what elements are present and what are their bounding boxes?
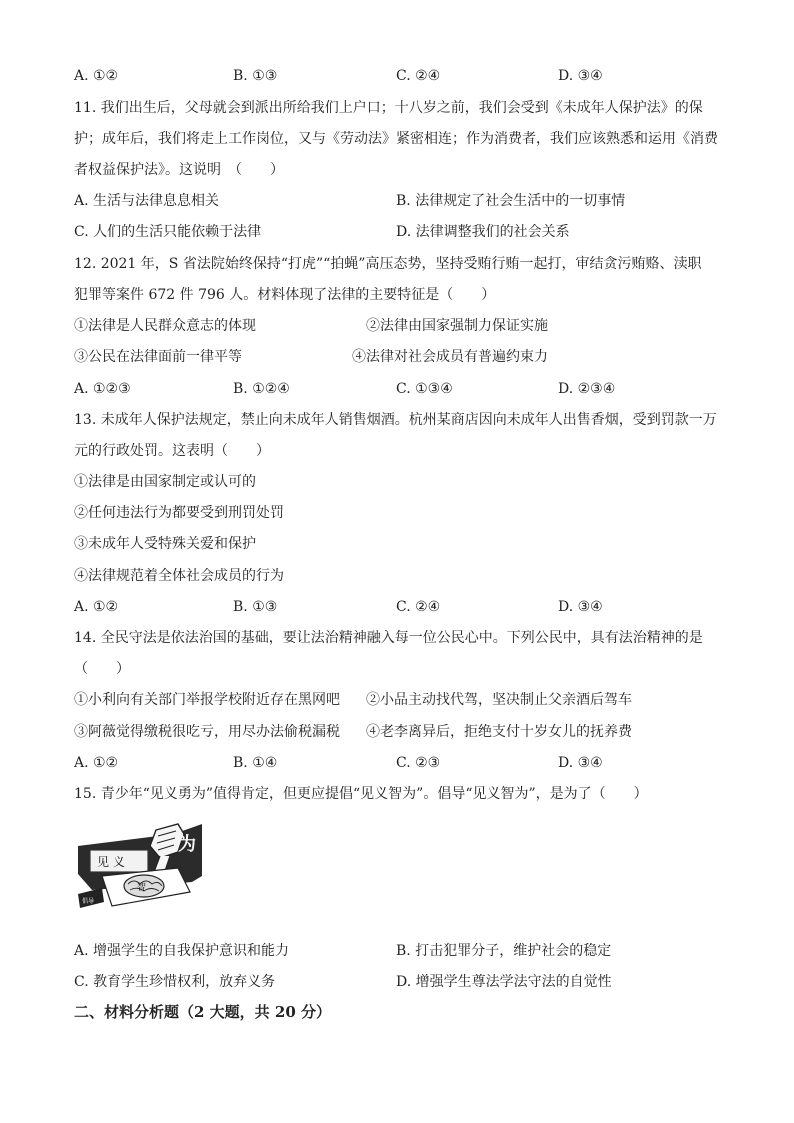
q14-statement-1: ①小利向有关部门举报学校附近存在黑网吧 <box>74 692 340 708</box>
q11-option-a: A. 生活与法律息息相关 <box>74 193 220 209</box>
cartoon-illustration <box>74 816 206 916</box>
q13-option-b: B. ①③ <box>233 599 278 615</box>
q11-option-d: D. 法律调整我们的社会关系 <box>396 224 570 240</box>
option-a: A. ①② <box>74 68 119 84</box>
q13-stem-line-1: 13. 未成年人保护法规定，禁止向未成年人销售烟酒。杭州某商店因向未成年人出售香烟，受到罚款一万 <box>74 412 717 428</box>
q12-option-d: D. ②③④ <box>558 381 616 397</box>
q14-stem-line-2: （ ） <box>74 661 130 677</box>
q11-option-b: B. 法律规定了社会生活中的一切事情 <box>396 193 626 209</box>
svg-text:智: 智 <box>137 883 147 893</box>
option-b: B. ①③ <box>233 68 278 84</box>
q11-stem-line-3: 者权益保护法》。这说明 （ ） <box>74 162 284 178</box>
option-d: D. ③④ <box>558 68 603 84</box>
q12-statement-3: ③公民在法律面前一律平等 <box>74 349 242 365</box>
q14-option-d: D. ③④ <box>558 755 603 771</box>
svg-text:为: 为 <box>178 834 196 855</box>
q11-stem-line-1: 11. 我们出生后，父母就会到派出所给我们上户口；十八岁之前，我们会受到《未成年人保护法》的保 <box>74 100 703 116</box>
q13-statement-2: ②任何违法行为都要受到刑罚处罚 <box>74 505 284 521</box>
q12-option-b: B. ①②④ <box>233 381 290 397</box>
side-tag <box>78 888 104 908</box>
q12-option-a: A. ①②③ <box>74 381 131 397</box>
q13-option-a: A. ①② <box>74 599 119 615</box>
q14-statement-4: ④老李离异后，拒绝支付十岁女儿的抚养费 <box>366 724 632 740</box>
q14-statement-2: ②小品主动找代驾，坚决制止父亲酒后驾车 <box>366 692 632 708</box>
q13-statement-4: ④法律规范着全体社会成员的行为 <box>74 568 284 584</box>
q13-statement-3: ③未成年人受特殊关爱和保护 <box>74 536 256 552</box>
q12-stem-line-2: 犯罪等案件 672 件 796 人。材料体现了法律的主要特征是（ ） <box>74 287 496 303</box>
option-c: C. ②④ <box>396 68 441 84</box>
q12-stem-line-1: 12. 2021 年，S 省法院始终保持“打虎”“拍蝇”高压态势，坚持受贿行贿一起打，审结贪污贿赂、渎职 <box>74 256 702 272</box>
q14-option-b: B. ①④ <box>233 755 278 771</box>
svg-text:见 义: 见 义 <box>97 855 125 869</box>
q12-option-c: C. ①③④ <box>396 381 453 397</box>
svg-text:倡导: 倡导 <box>82 898 95 905</box>
q15-option-c: C. 教育学生珍惜权利，放弃义务 <box>74 974 276 990</box>
q14-stem-line-1: 14. 全民守法是依法治国的基础，要让法治精神融入每一位公民心中。下列公民中，具有法治精神的是 <box>74 630 703 646</box>
q12-statement-2: ②法律由国家强制力保证实施 <box>366 318 548 334</box>
q15-stem-line-1: 15. 青少年“见义勇为”值得肯定，但更应提倡“见义智为”。倡导“见义智为”，是为了（ ） <box>74 786 648 802</box>
q15-option-b: B. 打击犯罪分子，维护社会的稳定 <box>396 943 612 959</box>
q11-stem-line-2: 护；成年后，我们将走上工作岗位，又与《劳动法》紧密相连；作为消费者，我们应该熟悉和运用《消费 <box>74 131 718 147</box>
q13-statement-1: ①法律是由国家制定或认可的 <box>74 474 256 490</box>
q11-option-c: C. 人们的生活只能依赖于法律 <box>74 224 262 240</box>
q12-statement-4: ④法律对社会成员有普遍约束力 <box>352 349 548 365</box>
q14-option-a: A. ①② <box>74 755 119 771</box>
wei-character <box>178 833 196 855</box>
q12-statement-1: ①法律是人民群众意志的体现 <box>74 318 256 334</box>
q13-option-c: C. ②④ <box>396 599 441 615</box>
q13-stem-line-2: 元的行政处罚。这表明（ ） <box>74 443 270 459</box>
q13-option-d: D. ③④ <box>558 599 603 615</box>
q15-option-a: A. 增强学生的自我保护意识和能力 <box>74 943 290 959</box>
q15-option-d: D. 增强学生尊法学法守法的自觉性 <box>396 974 612 990</box>
q14-statement-3: ③阿薇觉得缴税很吃亏，用尽办法偷税漏税 <box>74 724 340 740</box>
q14-option-c: C. ②③ <box>396 755 441 771</box>
section-heading: 二、材料分析题（2 大题，共 20 分） <box>74 1003 331 1021</box>
jian-yi-banner <box>90 850 148 872</box>
